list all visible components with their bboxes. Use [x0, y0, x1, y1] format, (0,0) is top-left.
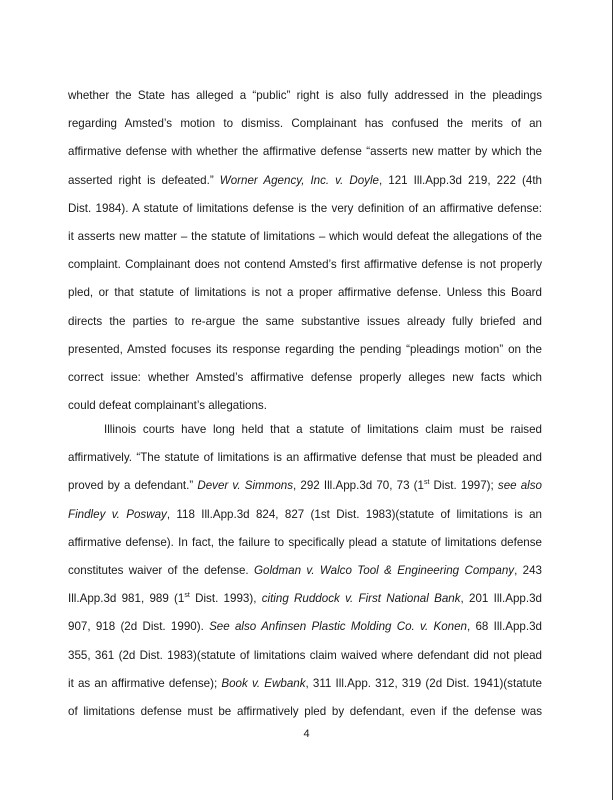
- line-text: , 292 Ill.App.3d 70, 73 (1: [293, 479, 424, 493]
- paragraph-2-line-2: affirmatively. “The statute of limitations is an affirmative defense that must be pleaded and: [68, 451, 542, 465]
- line-text: constitutes waiver of the defense.: [68, 563, 254, 577]
- paragraph-2: [68, 416, 542, 726]
- line-4-text-a: asserted right is defeated.”: [68, 173, 220, 187]
- paragraph-2-line-9: 355, 361 (2d Dist. 1983)(statute of limitations claim waived where defendant did not plead: [68, 648, 542, 662]
- line-text: it as an affirmative defense);: [68, 676, 222, 690]
- line-text: , 243: [514, 563, 542, 577]
- case-citation-goldman: Goldman v. Walco Tool & Engineering Company: [253, 563, 515, 577]
- paragraph-2-line-6: [68, 557, 542, 585]
- signal-see-also: see also: [497, 479, 543, 493]
- paragraph-1-line-10: presented, Amsted focuses its response regarding the pending “pleadings motion” on the: [68, 342, 542, 356]
- paragraph-2-line-8: [68, 613, 542, 641]
- paragraph-2-line-10: [68, 670, 542, 698]
- paragraph-1: [68, 82, 542, 420]
- line-text: , 68 Ill.App.3d: [467, 620, 542, 634]
- paragraph-1-line-8: pled, or that statute of limitations is not a proper affirmative defense. Unless this Board: [68, 286, 542, 300]
- paragraph-2-line-1: Illinois courts have long held that a statute of limitations claim must be raised: [104, 423, 542, 436]
- paragraph-1-line-1: whether the State has alleged a “public” right is also fully addressed in the pleadings: [68, 89, 542, 102]
- ordinal-suffix: st: [184, 592, 190, 600]
- case-citation-findley: Findley v. Posway: [68, 507, 167, 521]
- line-text: Dist. 1993),: [189, 592, 262, 606]
- case-citation-ruddock: citing Ruddock v. First National Bank: [261, 592, 461, 606]
- line-4-text-c: , 121 Ill.App.3d 219, 222 (4th: [379, 173, 542, 187]
- line-text: , 201 Ill.App.3d: [460, 592, 542, 606]
- paragraph-1-line-11: correct issue: whether Amsted’s affirmative defense properly alleges new facts which: [68, 370, 542, 384]
- line-text: , 311 Ill.App. 312, 319 (2d Dist. 1941)(statute: [305, 676, 542, 690]
- ordinal-suffix: st: [423, 479, 430, 487]
- line-text: 907, 918 (2d Dist. 1990).: [68, 620, 210, 634]
- paragraph-1-line-3: affirmative defense with whether the affirmative defense “asserts new matter by which the: [68, 145, 542, 159]
- case-citation-anfinsen: See also Anfinsen Plastic Molding Co. v. Konen: [209, 620, 467, 634]
- paragraph-2-line-4: [68, 501, 542, 529]
- case-citation-dever: Dever v. Simmons: [197, 479, 294, 493]
- paragraph-2-line-7: [68, 585, 542, 613]
- paragraph-2-line-11: of limitations defense must be affirmatively pled by defendant, even if the defense was: [68, 704, 542, 718]
- paragraph-1-line-6: it asserts new matter – the statute of limitations – which would defeat the allegations of the: [68, 229, 542, 243]
- page-number: 4: [303, 728, 310, 740]
- line-text: Ill.App.3d 981, 989 (1: [68, 592, 185, 606]
- paragraph-2-line-5: affirmative defense). In fact, the failure to specifically plead a statute of limitations defense: [68, 535, 542, 549]
- paragraph-1-line-4: [68, 167, 542, 195]
- paragraph-1-line-9: directs the parties to re-argue the same substantive issues already fully briefed and: [68, 314, 542, 328]
- paragraph-1-line-7: complaint. Complainant does not contend Amsted’s first affirmative defense is not properly: [68, 258, 542, 272]
- paragraph-1-line-12: could defeat complainant’s allegations.: [68, 399, 267, 413]
- line-text: proved by a defendant.”: [68, 479, 198, 493]
- case-citation-worner: Worner Agency, Inc. v. Doyle: [219, 173, 380, 187]
- line-text: , 118 Ill.App.3d 824, 827 (1st Dist. 1983)(statute of limitations is an: [166, 507, 542, 521]
- paragraph-1-line-5: Dist. 1984). A statute of limitations defense is the very definition of an affirmative defense:: [68, 201, 542, 215]
- paragraph-2-line-3: [68, 472, 542, 500]
- paragraph-1-line-2: regarding Amsted’s motion to dismiss. Complainant has confused the merits of an: [68, 117, 542, 131]
- case-citation-book: Book v. Ewbank: [221, 676, 306, 690]
- line-text: Dist. 1997);: [429, 479, 498, 493]
